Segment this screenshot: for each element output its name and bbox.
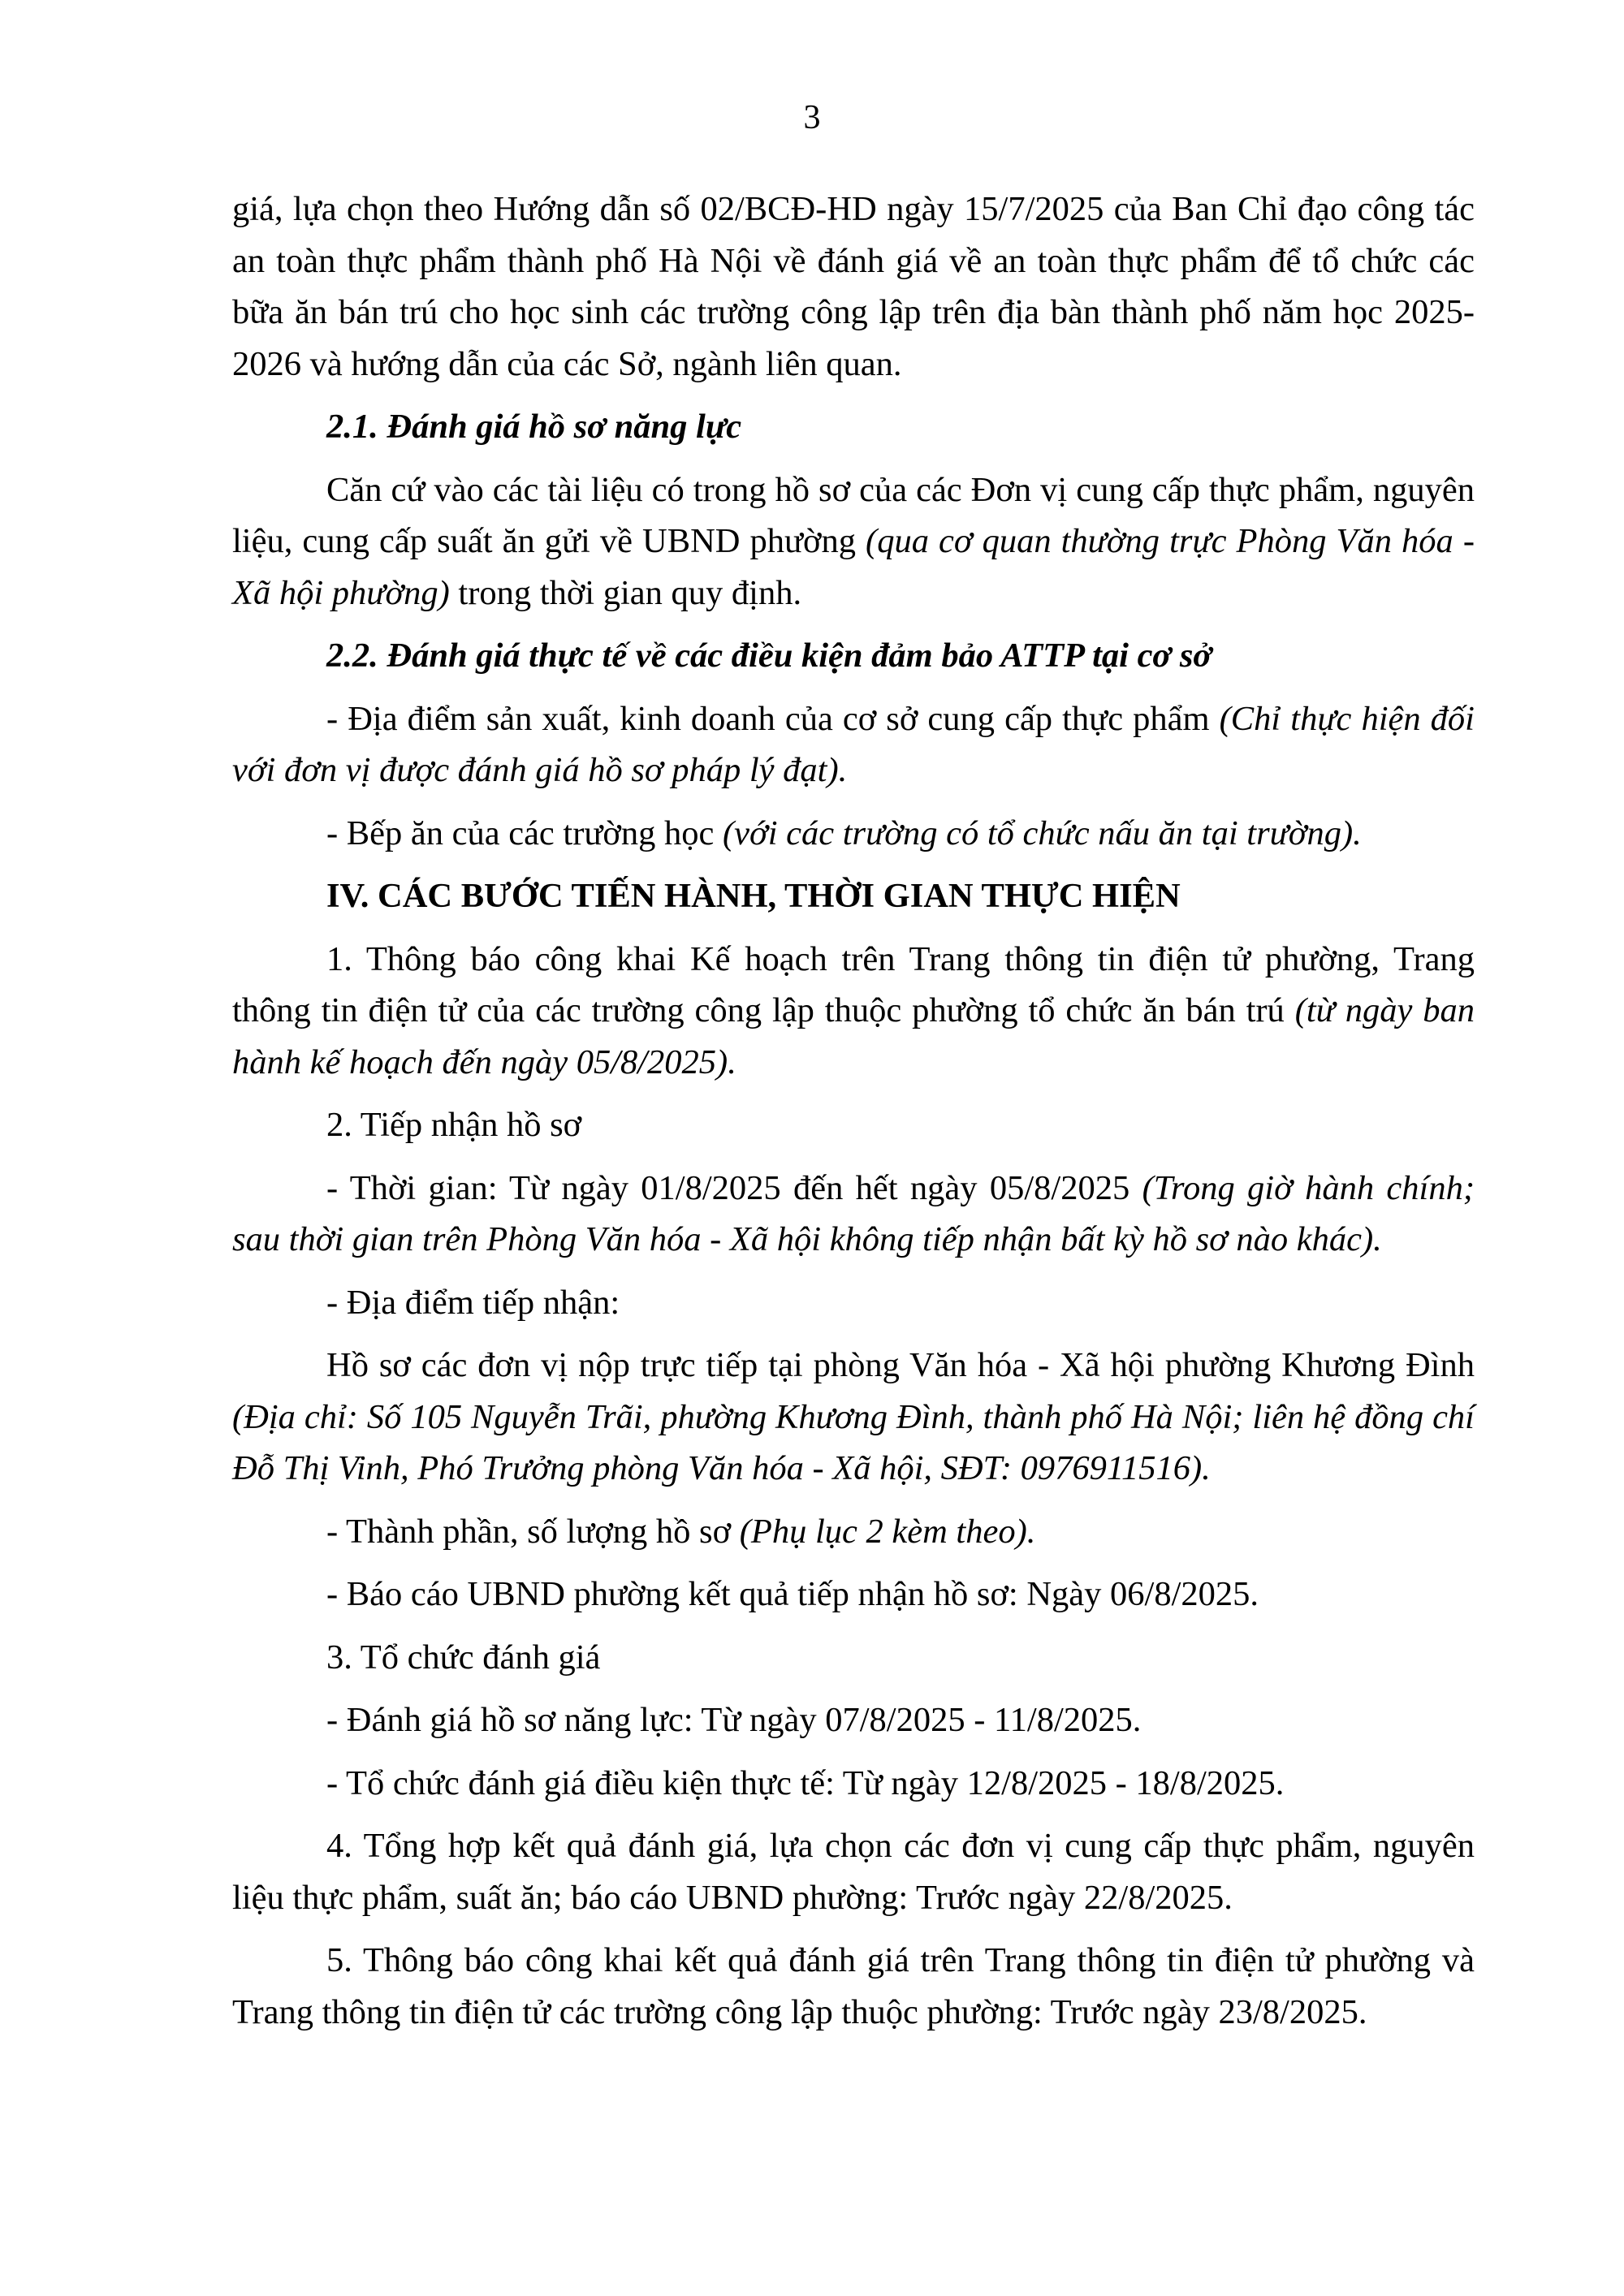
step-2-report: - Báo cáo UBND phường kết quả tiếp nhận hồ sơ: Ngày 06/8/2025. [326,1575,1259,1613]
section-2-1-tail: trong thời gian quy định. [449,573,802,612]
document-body [232,183,1475,2049]
section-2-1-heading: 2.1. Đánh giá hồ sơ năng lực [326,408,742,446]
page-number: 3 [803,99,821,136]
step-4: 4. Tổng hợp kết quả đánh giá, lựa chọn các đơn vị cung cấp thực phẩm, nguyên liệu thực phẩm, suất ăn; báo cáo UBND phường: Trước ngày 22/8/2025. [232,1827,1475,1917]
step-2-place-text: Hồ sơ các đơn vị nộp trực tiếp tại phòng Văn hóa - Xã hội phường Khương Đình [326,1346,1475,1384]
step-2-time-italic: (Trong giờ hành chính; sau thời gian trên Phòng Văn hóa - Xã hội không tiếp nhận bất kỳ hồ sơ nào khác). [232,1168,1475,1258]
step-2-time [232,1163,1475,1266]
step-2-time-text: - Thời gian: Từ ngày 01/8/2025 đến hết ngày 05/8/2025 [326,1168,1142,1207]
section-2-2-item-1-italic: (Chỉ thực hiện đối với đơn vị được đánh giá hồ sơ pháp lý đạt). [232,699,1475,789]
step-3-title: 3. Tổ chức đánh giá [326,1638,601,1677]
section-2-2-item-1-text: - Địa điểm sản xuất, kinh doanh của cơ sở cung cấp thực phẩm [326,699,1220,738]
step-2-place-title: - Địa điểm tiếp nhận: [326,1283,620,1322]
step-1-paragraph [232,934,1475,1089]
section-2-2-item-1 [232,693,1475,796]
step-2-place [232,1340,1475,1495]
section-2-1-italic: (qua cơ quan thường trực Phòng Văn hóa - Xã hội phường) [232,522,1475,612]
section-2-2-item-2-italic: (với các trường có tổ chức nấu ăn tại trường). [723,814,1362,852]
step-5: 5. Thông báo công khai kết quả đánh giá trên Trang thông tin điện tử phường và Trang thông tin điện tử các trường công lập thuộc phường: Trước ngày 23/8/2025. [232,1941,1475,2031]
step-2-title: 2. Tiếp nhận hồ sơ [326,1106,582,1144]
step-2-docs [232,1506,1475,1558]
section-2-2-heading: 2.2. Đánh giá thực tế về các điều kiện đảm bảo ATTP tại cơ sở [326,637,1212,675]
section-iv-heading: IV. CÁC BƯỚC TIẾN HÀNH, THỜI GIAN THỰC HIỆN [326,877,1181,915]
step-3-b: - Tổ chức đánh giá điều kiện thực tế: Từ ngày 12/8/2025 - 18/8/2025. [326,1763,1285,1802]
step-2-place-italic: (Địa chỉ: Số 105 Nguyễn Trãi, phường Khương Đình, thành phố Hà Nội; liên hệ đồng chí Đỗ Thị Vinh, Phó Trưởng phòng Văn hóa - Xã hội, SĐT: 0976911516). [232,1397,1475,1487]
section-2-1-paragraph [232,464,1475,619]
section-2-2-item-2 [232,808,1475,860]
step-2-docs-italic: (Phụ lục 2 kèm theo). [739,1512,1036,1551]
step-1-text: 1. Thông báo công khai Kế hoạch trên Trang thông tin điện tử phường, Trang thông tin điện tử của các trường công lập thuộc phường tổ chức ăn bán trú [232,939,1475,1029]
intro-paragraph: giá, lựa chọn theo Hướng dẫn số 02/BCĐ-HD ngày 15/7/2025 của Ban Chỉ đạo công tác an toàn thực phẩm thành phố Hà Nội về đánh giá về an toàn thực phẩm để tổ chức các bữa ăn bán trú cho học sinh các trường công lập trên địa bàn thành phố năm học 2025-2026 và hướng dẫn của các Sở, ngành liên quan. [232,190,1475,383]
step-1-italic: (từ ngày ban hành kế hoạch đến ngày 05/8/2025). [232,991,1475,1081]
section-2-1-text: Căn cứ vào các tài liệu có trong hồ sơ của các Đơn vị cung cấp thực phẩm, nguyên liệu, cung cấp suất ăn gửi về UBND phường [232,470,1475,560]
step-3-a: - Đánh giá hồ sơ năng lực: Từ ngày 07/8/2025 - 11/8/2025. [326,1701,1142,1739]
step-2-docs-text: - Thành phần, số lượng hồ sơ [326,1512,740,1551]
section-2-2-item-2-text: - Bếp ăn của các trường học [326,814,723,852]
